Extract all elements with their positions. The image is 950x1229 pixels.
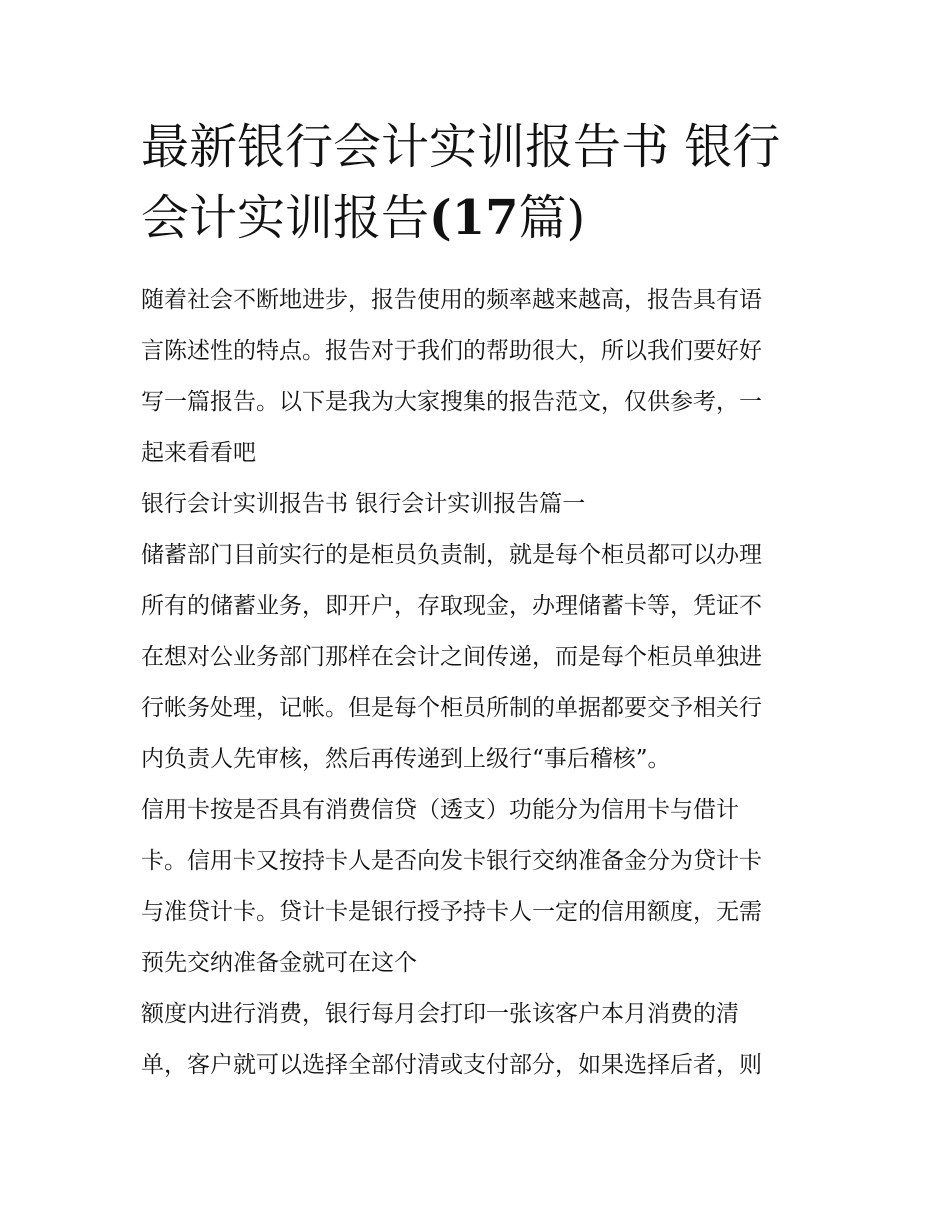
text-line: 行帐务处理，记帐。但是每个柜员所制的单据都要交予相关行 — [141, 695, 762, 721]
text-line: 起来看看吧 — [141, 440, 256, 466]
text-line: 所有的储蓄业务，即开户，存取现金，办理储蓄卡等，凭证不 — [141, 593, 762, 619]
section-heading — [141, 479, 813, 530]
paragraph-credit-card — [141, 785, 813, 989]
title-text: 最新银行会计实训报告书 银行会计实训报告 — [141, 119, 781, 246]
title-count: (17 — [429, 190, 519, 246]
text-line: 信用卡按是否具有消费信贷（透支）功能分为信用卡与借计 — [141, 797, 739, 823]
text-line: 储蓄部门目前实行的是柜员负责制，就是每个柜员都可以办理 — [141, 542, 762, 568]
paragraph-intro — [141, 275, 813, 479]
text-line: 卡。信用卡又按持卡人是否向发卡银行交纳准备金分为贷计卡 — [141, 848, 762, 874]
document-content — [141, 112, 813, 1091]
document-title — [141, 112, 813, 254]
text-line: 预先交纳准备金就可在这个 — [141, 950, 417, 976]
title-suffix: 篇) — [518, 190, 586, 246]
text-line: 与准贷计卡。贷计卡是银行授予持卡人一定的信用额度，无需 — [141, 899, 762, 925]
text-line: 在想对公业务部门那样在会计之间传递，而是每个柜员单独进 — [141, 644, 762, 670]
text-line: 单，客户就可以选择全部付清或支付部分，如果选择后者，则 — [141, 1052, 762, 1078]
text-line: 随着社会不断地进步，报告使用的频率越来越高，报告具有语 — [141, 287, 762, 313]
paragraph-savings — [141, 530, 813, 785]
text-line: 言陈述性的特点。报告对于我们的帮助很大，所以我们要好好 — [141, 338, 762, 364]
text-line: 银行会计实训报告书 银行会计实训报告篇一 — [141, 491, 586, 517]
document-body — [141, 275, 813, 1091]
text-line: 内负责人先审核，然后再传递到上级行“事后稽核”。 — [141, 746, 671, 772]
text-line: 写一篇报告。以下是我为大家搜集的报告范文，仅供参考，一 — [141, 389, 762, 415]
text-line: 额度内进行消费，银行每月会打印一张该客户本月消费的清 — [141, 1001, 739, 1027]
paragraph-credit-limit — [141, 989, 813, 1091]
